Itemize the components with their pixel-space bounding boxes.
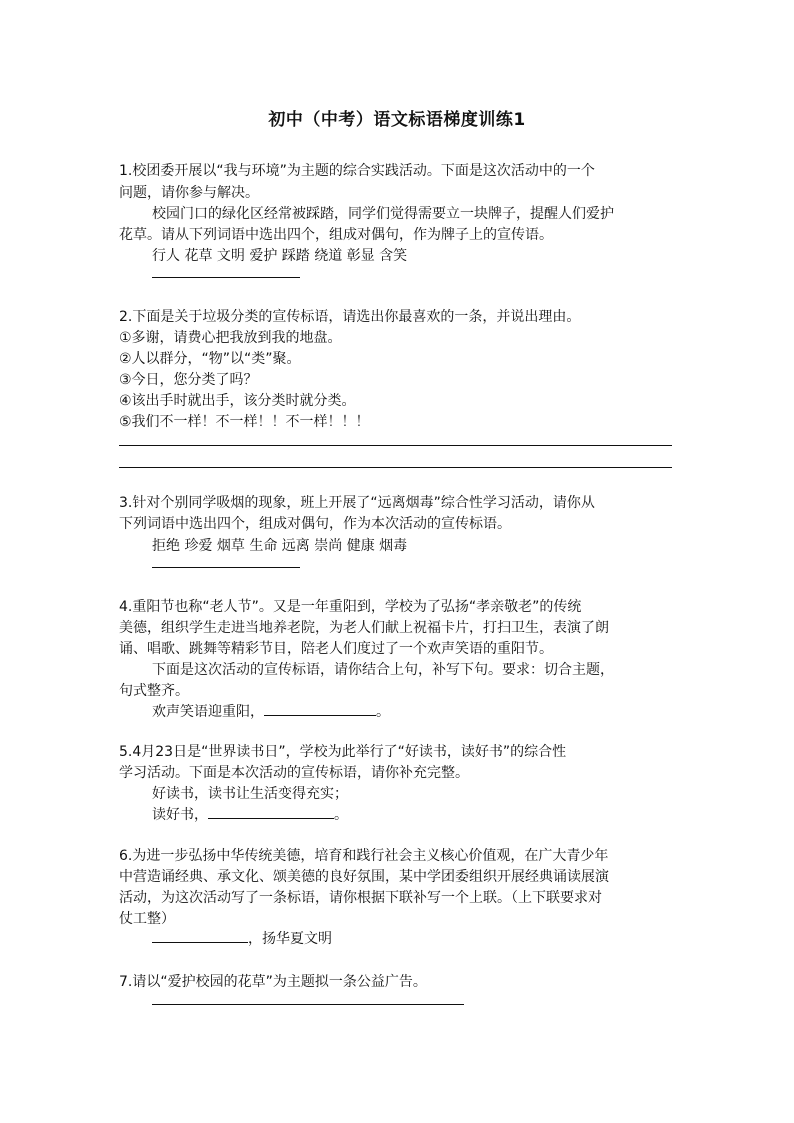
q4-line-3: 诵、唱歌、跳舞等精彩节目，陪老人们度过了一个欢声笑语的重阳节。	[119, 641, 553, 657]
q3-answer-blank[interactable]	[152, 553, 712, 575]
q2-option-1: ①多谢，请费心把我放到我的地盘。	[119, 330, 342, 346]
q5-line-2: 学习活动。下面是本次活动的宣传标语，请你补充完整。	[119, 765, 469, 781]
q2-answer-line-2[interactable]	[119, 467, 672, 468]
page-title: 初中（中考）语文标语梯度训练1	[268, 110, 526, 130]
q1-line-1: 1.校团委开展以“我与环境”为主题的综合实践活动。下面是这次活动中的一个	[119, 163, 595, 179]
q4-line-2: 美德，组织学生走进当地养老院，为老人们献上祝福卡片，打扫卫生，表演了朗	[119, 620, 609, 636]
q6-line-2: 中营造诵经典、承文化、颂美德的良好氛围，某中学团委组织开展经典诵读展演	[119, 869, 609, 885]
q2-option-3: ③今日，您分类了吗？	[119, 372, 258, 388]
q6-line-1: 6.为进一步弘扬中华传统美德，培育和践行社会主义核心价值观，在广大青少年	[119, 848, 609, 864]
q5-answer-blank[interactable]	[208, 804, 334, 819]
q5-line-3: 好读书，读书让生活变得充实；	[152, 786, 348, 802]
q5-end-mark: 。	[334, 807, 348, 823]
q4-end-mark: 。	[376, 704, 390, 720]
q6-line-3: 活动，为这次活动写了一条标语，请你根据下联补写一个上联。（上下联要求对	[119, 890, 602, 906]
q5-fill-text: 读好书，	[152, 807, 208, 823]
q2-line-1: 2.下面是关于垃圾分类的宣传标语，请选出你最喜欢的一条，并说出理由。	[119, 309, 581, 325]
q7-answer-blank[interactable]	[152, 990, 712, 1012]
q3-line-1: 3.针对个别同学吸烟的现象，班上开展了“远离烟毒”综合性学习活动，请你从	[119, 495, 595, 511]
q1-line-3: 校园门口的绿化区经常被踩踏，同学们觉得需要立一块牌子，提醒人们爱护	[152, 206, 614, 222]
q4-slogan-line	[152, 701, 712, 723]
q2-option-5: ⑤我们不一样！不一样！！不一样！！！	[119, 414, 370, 430]
q6-couplet-tail: ，扬华夏文明	[248, 931, 332, 947]
q2-option-4: ④该出手时就出手，该分类时就分类。	[119, 393, 356, 409]
q1-word-list: 行人 花草 文明 爱护 踩踏 绕道 彰显 含笑	[152, 248, 408, 264]
q5-line-1: 5.4月23日是“世界读书日”，学校为此举行了“好读书，读好书”的综合性	[119, 744, 567, 760]
q6-couplet-line	[152, 928, 712, 950]
q1-line-2: 问题，请你参与解决。	[119, 185, 259, 201]
q3-word-list: 拒绝 珍爱 烟草 生命 远离 崇尚 健康 烟毒	[152, 538, 408, 554]
q3-line-2: 下列词语中选出四个，组成对偶句，作为本次活动的宣传标语。	[119, 516, 511, 532]
q2-option-2: ②人以群分，“物”以“类”聚。	[119, 351, 301, 367]
q4-line-1: 4.重阳节也称“老人节”。又是一年重阳到，学校为了弘扬“孝亲敬老”的传统	[119, 599, 582, 615]
q7-line-1: 7.请以“爱护校园的花草”为主题拟一条公益广告。	[119, 974, 427, 990]
q4-slogan-text: 欢声笑语迎重阳，	[152, 704, 264, 720]
q1-line-4: 花草。请从下列词语中选出四个，组成对偶句，作为牌子上的宣传语。	[119, 227, 553, 243]
q4-line-4: 下面是这次活动的宣传标语，请你结合上句，补写下句。要求：切合主题，	[152, 662, 614, 678]
q1-answer-blank[interactable]	[152, 263, 712, 285]
q5-fill-line	[152, 804, 712, 826]
q4-line-5: 句式整齐。	[119, 683, 189, 699]
q4-answer-blank[interactable]	[264, 701, 376, 716]
q6-answer-blank[interactable]	[152, 928, 248, 943]
q6-line-4: 仗工整）	[119, 911, 175, 927]
q2-answer-line-1[interactable]	[119, 445, 672, 446]
